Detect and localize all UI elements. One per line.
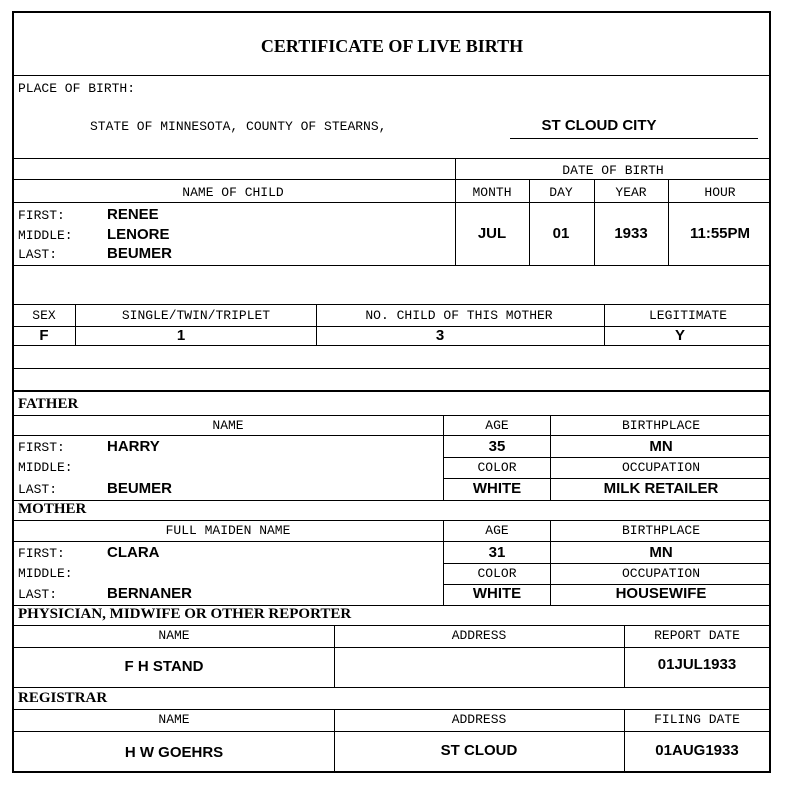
mother-birthplace-header: BIRTHPLACE — [621, 523, 701, 538]
physician-section-title: PHYSICIAN, MIDWIFE OR OTHER REPORTER — [18, 606, 352, 622]
divider — [443, 457, 771, 458]
year-header: YEAR — [615, 185, 647, 200]
father-first-label: FIRST: — [18, 440, 65, 455]
month-header: MONTH — [472, 185, 512, 200]
divider — [13, 415, 771, 416]
divider — [13, 500, 771, 501]
child-middle-name: LENORE — [107, 226, 170, 243]
divider — [624, 709, 625, 772]
divider — [334, 709, 335, 772]
father-age: 35 — [488, 438, 506, 455]
plurality-value: 1 — [176, 327, 186, 344]
divider — [13, 202, 771, 203]
registrar-address-header: ADDRESS — [451, 712, 507, 727]
physician-address-header: ADDRESS — [451, 628, 507, 643]
date-of-birth-header: DATE OF BIRTH — [562, 163, 664, 178]
divider — [624, 625, 625, 687]
father-birthplace: MN — [649, 438, 673, 455]
mother-birthplace: MN — [649, 544, 673, 561]
divider — [13, 326, 771, 327]
mother-first-name: CLARA — [107, 544, 160, 561]
registrar-name: H W GOEHRS — [124, 744, 224, 761]
birth-month: JUL — [477, 225, 507, 242]
divider — [529, 180, 530, 265]
child-middle-label: MIDDLE: — [18, 228, 73, 243]
divider — [604, 304, 605, 345]
child-last-name: BEUMER — [107, 245, 173, 262]
child-number-header: NO. CHILD OF THIS MOTHER — [365, 308, 553, 323]
city-underline — [510, 138, 758, 139]
physician-date-header: REPORT DATE — [654, 628, 740, 643]
sex-value: F — [39, 327, 49, 344]
birth-year: 1933 — [614, 225, 648, 242]
state-county-text: STATE OF MINNESOTA, COUNTY OF STEARNS, — [90, 119, 387, 134]
mother-first-label: FIRST: — [18, 546, 65, 561]
divider — [316, 304, 317, 345]
sex-header: SEX — [32, 308, 56, 323]
divider — [334, 625, 335, 687]
plurality-header: SINGLE/TWIN/TRIPLET — [121, 308, 271, 323]
divider — [13, 647, 771, 648]
legitimate-header: LEGITIMATE — [648, 308, 728, 323]
divider — [668, 180, 669, 265]
divider — [75, 304, 76, 345]
child-last-label: LAST: — [18, 247, 58, 262]
physician-name: F H STAND — [124, 658, 204, 675]
hour-header: HOUR — [704, 185, 736, 200]
divider — [13, 75, 771, 76]
divider — [13, 520, 771, 521]
father-color-header: COLOR — [477, 460, 517, 475]
name-of-child-header: NAME OF CHILD — [182, 185, 284, 200]
mother-color: WHITE — [472, 585, 522, 602]
registrar-filing-date: 01AUG1933 — [655, 742, 739, 759]
divider — [13, 625, 771, 626]
birth-day: 01 — [552, 225, 570, 242]
certificate-title: CERTIFICATE OF LIVE BIRTH — [260, 36, 524, 56]
birth-city: ST CLOUD CITY — [541, 117, 657, 134]
father-occupation-header: OCCUPATION — [621, 460, 701, 475]
divider — [455, 158, 456, 265]
physician-name-header: NAME — [158, 628, 190, 643]
divider — [13, 709, 771, 710]
mother-occupation: HOUSEWIFE — [615, 585, 707, 602]
mother-name-header: FULL MAIDEN NAME — [165, 523, 291, 538]
mother-middle-label: MIDDLE: — [18, 566, 73, 581]
divider — [13, 541, 771, 542]
mother-age-header: AGE — [485, 523, 509, 538]
place-of-birth-label: PLACE OF BIRTH: — [18, 81, 136, 96]
child-first-name: RENEE — [107, 206, 159, 223]
divider — [13, 304, 771, 305]
mother-last-name: BERNANER — [107, 585, 193, 602]
divider — [594, 180, 595, 265]
legitimate-value: Y — [674, 327, 686, 344]
divider — [13, 265, 771, 266]
birth-hour: 11:55PM — [689, 225, 751, 242]
divider — [13, 731, 771, 732]
divider — [13, 179, 771, 180]
physician-report-date: 01JUL1933 — [657, 656, 737, 673]
registrar-date-header: FILING DATE — [654, 712, 740, 727]
father-middle-label: MIDDLE: — [18, 460, 73, 475]
child-number-value: 3 — [435, 327, 445, 344]
mother-age: 31 — [488, 544, 506, 561]
father-name-header: NAME — [212, 418, 244, 433]
divider — [13, 345, 771, 346]
mother-color-header: COLOR — [477, 566, 517, 581]
divider — [443, 478, 771, 479]
day-header: DAY — [549, 185, 573, 200]
mother-occupation-header: OCCUPATION — [621, 566, 701, 581]
father-last-label: LAST: — [18, 482, 58, 497]
registrar-section-title: REGISTRAR — [18, 690, 108, 706]
divider — [13, 687, 771, 688]
thick-divider — [13, 390, 771, 392]
divider — [13, 368, 771, 369]
father-occupation: MILK RETAILER — [603, 480, 719, 497]
father-color: WHITE — [472, 480, 522, 497]
divider — [13, 158, 771, 159]
divider — [443, 563, 771, 564]
mother-section-title: MOTHER — [18, 501, 87, 517]
father-birthplace-header: BIRTHPLACE — [621, 418, 701, 433]
registrar-address: ST CLOUD — [440, 742, 518, 759]
father-first-name: HARRY — [107, 438, 160, 455]
father-section-title: FATHER — [18, 396, 79, 412]
child-first-label: FIRST: — [18, 208, 65, 223]
mother-last-label: LAST: — [18, 587, 58, 602]
father-last-name: BEUMER — [107, 480, 173, 497]
divider — [13, 435, 771, 436]
registrar-name-header: NAME — [158, 712, 190, 727]
father-age-header: AGE — [485, 418, 509, 433]
